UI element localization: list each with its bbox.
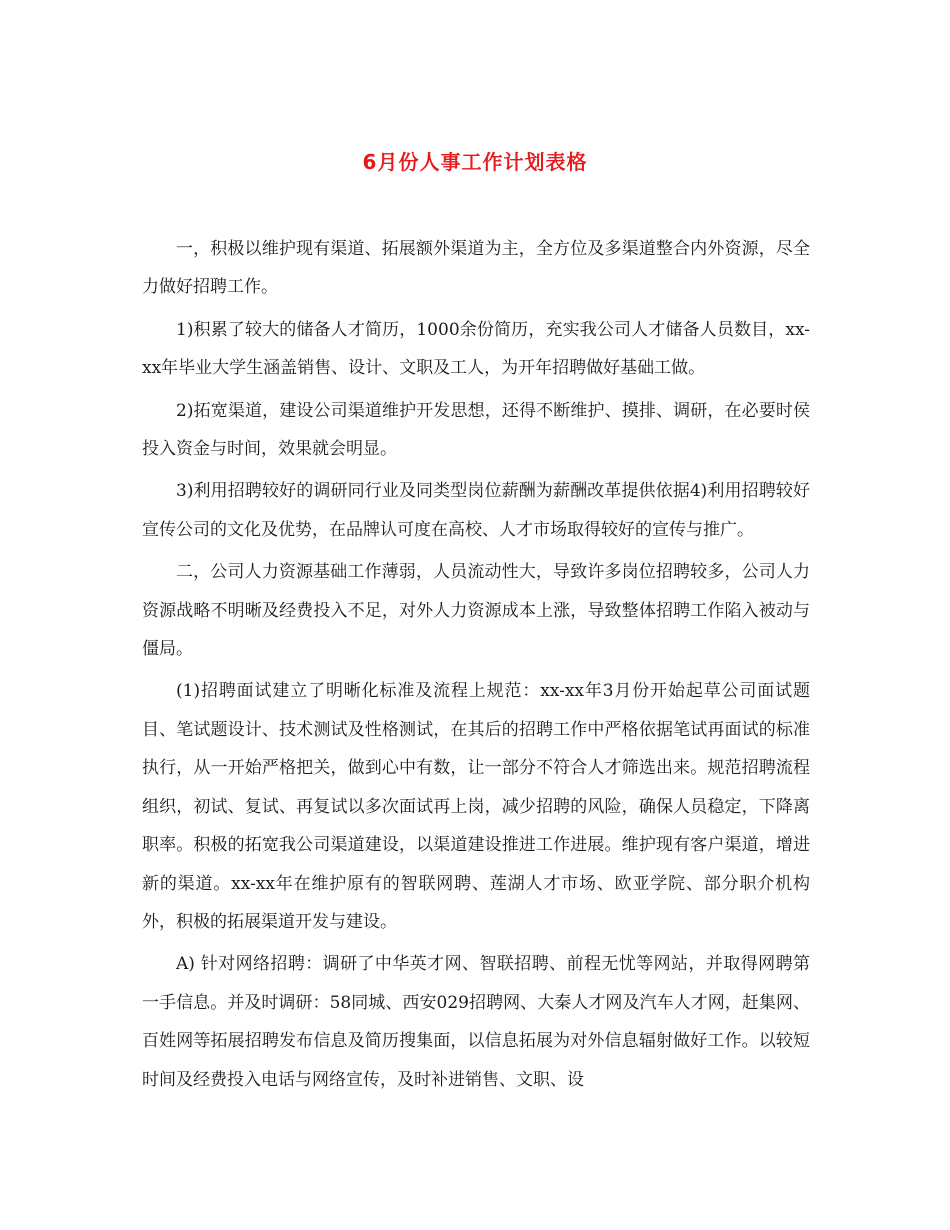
paragraph: 一，积极以维护现有渠道、拓展额外渠道为主，全方位及多渠道整合内外资源，尽全力做好招聘工作。 <box>142 239 810 298</box>
paragraph: A) 针对网络招聘：调研了中华英才网、智联招聘、前程无忧等网站，并取得网聘第一手信息。并及时调研：58同城、西安029招聘网、大秦人才网及汽车人才网，赶集网、百姓网等拓展招聘发布信息及简历搜集面，以信息拓展为对外信息辐射做好工作。以较短时间及经费投入电话与网络宣传，及时补进销售、文职、设 <box>142 954 810 1090</box>
document-body <box>142 230 810 1103</box>
document-title: 6月份人事工作计划表格 <box>362 150 588 174</box>
paragraph: 1)积累了较大的储备人才简历，1000余份简历，充实我公司人才储备人员数目，xx-xx年毕业大学生涵盖销售、设计、文职及工人，为开年招聘做好基础工做。 <box>142 319 810 379</box>
paragraph: 2)拓宽渠道，建设公司渠道维护开发思想，还得不断维护、摸排、调研，在必要时侯投入资金与时间，效果就会明显。 <box>142 400 810 460</box>
paragraph: 二，公司人力资源基础工作薄弱，人员流动性大，导致许多岗位招聘较多，公司人力资源战略不明晰及经费投入不足，对外人力资源成本上涨，导致整体招聘工作陷入被动与僵局。 <box>142 562 810 660</box>
paragraph: 3)利用招聘较好的调研同行业及同类型岗位薪酬为薪酬改革提供依据4)利用招聘较好宣传公司的文化及优势，在品牌认可度在高校、人才市场取得较好的宣传与推广。 <box>142 481 810 540</box>
paragraph: (1)招聘面试建立了明晰化标准及流程上规范：xx-xx年3月份开始起草公司面试题目、笔试题设计、技术测试及性格测试，在其后的招聘工作中严格依据笔试再面试的标准执行，从一开始严格把关，做到心中有数，让一部分不符合人才筛选出来。规范招聘流程组织，初试、复试、再复试以多次面试再上岗，减少招聘的风险，确保人员稳定，下降离职率。积极的拓宽我公司渠道建设，以渠道建设推进工作进展。维护现有客户渠道，增进新的渠道。xx-xx年在维护原有的智联网聘、莲湖人才市场、欧亚学院、部分职介机构外，积极的拓展渠道开发与建设。 <box>142 681 810 932</box>
